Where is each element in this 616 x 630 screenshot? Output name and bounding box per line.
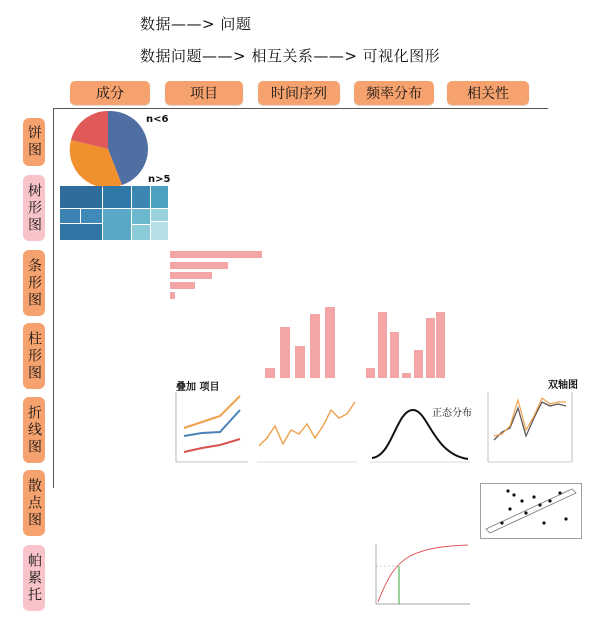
row-paleituo[interactable]: 帕累托 bbox=[23, 545, 45, 611]
normal-distribution-label: 正态分布 bbox=[432, 408, 472, 419]
stacked-label: 叠加 项目 bbox=[176, 382, 220, 393]
row-tiaoxingtu[interactable]: 条形图 bbox=[23, 250, 45, 316]
dual-axis-thumbnail bbox=[480, 388, 580, 466]
row-shuxingtu[interactable]: 树形图 bbox=[23, 175, 45, 241]
treemap-thumbnail bbox=[60, 186, 168, 240]
matrix-top-rule bbox=[54, 108, 548, 109]
column-chart-frequency-thumbnail bbox=[364, 310, 446, 380]
scatter-plot-thumbnail bbox=[480, 483, 582, 539]
line-chart-thumbnail bbox=[255, 396, 359, 466]
column-xiangguanxing[interactable]: 相关性 bbox=[447, 81, 529, 105]
column-chengfen[interactable]: 成分 bbox=[70, 81, 150, 105]
column-chart-timeseries-thumbnail bbox=[262, 305, 342, 380]
row-sandiantu[interactable]: 散点图 bbox=[23, 470, 45, 536]
dual-axis-label: 双轴图 bbox=[548, 380, 578, 391]
tree-n-label: n>5 bbox=[148, 174, 171, 185]
row-zhuxingtu[interactable]: 柱形图 bbox=[23, 323, 45, 389]
column-shijianxulie[interactable]: 时间序列 bbox=[258, 81, 340, 105]
matrix-left-rule bbox=[53, 108, 54, 488]
pie-chart-thumbnail bbox=[68, 110, 148, 188]
row-bingtu[interactable]: 饼图 bbox=[23, 118, 45, 166]
normal-curve-thumbnail bbox=[370, 404, 470, 466]
row-zhexiantu[interactable]: 折线图 bbox=[23, 397, 45, 463]
column-xiangmu[interactable]: 项目 bbox=[165, 81, 243, 105]
stacked-line-thumbnail bbox=[172, 390, 252, 468]
pie-n-label: n<6 bbox=[146, 114, 169, 125]
title-line-1: 数据——> 问题 bbox=[140, 15, 252, 33]
horizontal-bar-thumbnail bbox=[170, 250, 265, 302]
pareto-thumbnail bbox=[370, 542, 472, 608]
column-pinlvfenbu[interactable]: 频率分布 bbox=[354, 81, 434, 105]
title-line-2: 数据问题——> 相互关系——> 可视化图形 bbox=[140, 47, 441, 65]
